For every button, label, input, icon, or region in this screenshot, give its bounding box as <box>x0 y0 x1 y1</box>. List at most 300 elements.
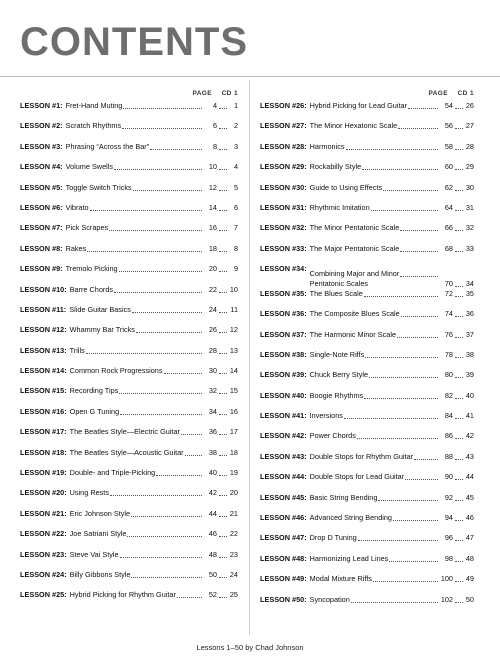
cd-track: 23 <box>229 549 238 559</box>
lesson-title: The Beatles Style—Acoustic Guitar <box>69 447 184 457</box>
page-number: 100 <box>440 574 453 584</box>
toc-entry <box>260 244 474 264</box>
dot-leader <box>131 570 202 578</box>
page-number: 84 <box>444 411 453 421</box>
lesson-title: Open G Tuning <box>69 406 120 416</box>
cd-track: 29 <box>465 162 474 172</box>
dot-leader <box>219 570 227 578</box>
lesson-title: Double- and Triple-Picking <box>69 468 156 478</box>
page-number: 62 <box>444 182 453 192</box>
dot-leader <box>136 325 202 333</box>
page-number: 68 <box>444 243 453 253</box>
dot-leader <box>455 203 463 211</box>
dot-leader <box>219 407 227 415</box>
dot-leader <box>87 244 202 252</box>
lesson-title: Rakes <box>65 243 87 253</box>
dot-leader <box>455 533 463 541</box>
dot-leader <box>455 370 463 378</box>
toc-entry <box>20 162 238 182</box>
cd-track: 42 <box>465 431 474 441</box>
page-number: 52 <box>208 590 217 600</box>
toc-entry <box>260 472 474 492</box>
page-number: 12 <box>208 182 217 192</box>
cd-track: 20 <box>229 488 238 498</box>
toc-entry <box>260 101 474 121</box>
toc-entry <box>20 325 238 345</box>
page-number: 32 <box>208 386 217 396</box>
dot-leader <box>455 330 463 338</box>
cd-track: 46 <box>465 513 474 523</box>
lesson-title: Basic String Bending <box>309 492 378 502</box>
dot-leader <box>110 488 202 496</box>
cd-track: 26 <box>465 101 474 110</box>
cd-track: 33 <box>465 243 474 253</box>
toc-entry <box>20 244 238 264</box>
dot-leader <box>219 183 227 191</box>
page-number: 20 <box>208 264 217 274</box>
lesson-number: LESSON #14: <box>20 366 67 376</box>
page-number: 76 <box>444 329 453 339</box>
cd-column-header: CD 1 <box>221 90 238 97</box>
cd-track: 47 <box>465 533 474 543</box>
toc-entry <box>260 121 474 141</box>
dot-leader <box>164 366 202 374</box>
dot-leader <box>127 529 202 537</box>
dot-leader <box>219 550 227 558</box>
page-column-header: PAGE <box>192 90 212 97</box>
toc-entry <box>260 574 474 594</box>
page-number: 80 <box>444 370 453 380</box>
lesson-number: LESSON #24: <box>20 569 67 579</box>
page-number: 24 <box>208 304 217 314</box>
toc-entry <box>20 509 238 529</box>
page-number: 30 <box>208 366 217 376</box>
dot-leader <box>397 330 438 338</box>
cd-column-header: CD 1 <box>457 90 474 97</box>
toc-entry <box>20 427 238 447</box>
dot-leader <box>365 350 438 358</box>
page-number: 34 <box>208 406 217 416</box>
dot-leader <box>219 101 227 109</box>
dot-leader <box>455 493 463 501</box>
dot-leader <box>90 203 202 211</box>
dot-leader <box>405 472 438 480</box>
page-number: 86 <box>444 431 453 441</box>
lesson-title: The Major Pentatonic Scale <box>309 243 400 253</box>
cd-track: 38 <box>465 349 474 359</box>
lesson-number: LESSON #44: <box>260 472 307 482</box>
page-number: 48 <box>208 549 217 559</box>
page-number: 102 <box>440 594 453 604</box>
lesson-title: Double Stops for Lead Guitar <box>309 472 405 482</box>
lesson-number: LESSON #20: <box>20 488 67 498</box>
dot-leader <box>120 550 202 558</box>
lesson-title: The Composite Blues Scale <box>309 309 400 319</box>
dot-leader <box>156 468 202 476</box>
toc-entry <box>20 121 238 141</box>
dot-leader <box>455 595 463 603</box>
lesson-number: LESSON #2: <box>20 121 63 131</box>
cd-track: 18 <box>229 447 238 457</box>
toc-entry <box>20 142 238 162</box>
dot-leader <box>219 427 227 435</box>
toc-column-left <box>20 90 238 611</box>
lesson-title: Harmonizing Lead Lines <box>309 553 389 563</box>
page-number: 82 <box>444 390 453 400</box>
lesson-number: LESSON #32: <box>260 223 307 233</box>
toc-entry <box>260 330 474 350</box>
cd-track: 3 <box>233 141 238 151</box>
lesson-number: LESSON #10: <box>20 284 67 294</box>
page-number: 90 <box>444 472 453 482</box>
page-number: 60 <box>444 162 453 172</box>
lesson-number: LESSON #18: <box>20 447 67 457</box>
lesson-title: Phrasing “Across the Bar” <box>65 141 150 151</box>
cd-track: 12 <box>229 325 238 335</box>
page-number: 10 <box>208 162 217 172</box>
lesson-number: LESSON #49: <box>260 574 307 584</box>
dot-leader <box>362 162 438 170</box>
dot-leader <box>219 223 227 231</box>
dot-leader <box>455 554 463 562</box>
lesson-number: LESSON #1: <box>20 101 63 110</box>
toc-column-right <box>260 90 474 615</box>
dot-leader <box>414 452 438 460</box>
dot-leader <box>344 411 438 419</box>
cd-track: 32 <box>465 223 474 233</box>
dot-leader <box>119 386 202 394</box>
lesson-title: Whammy Bar Tricks <box>69 325 135 335</box>
page-number: 94 <box>444 513 453 523</box>
lesson-title: Billy Gibbons Style <box>69 569 131 579</box>
cd-track: 13 <box>229 345 238 355</box>
dot-leader <box>400 223 438 231</box>
page-column-header: PAGE <box>428 90 448 97</box>
cd-track: 31 <box>465 202 474 212</box>
dot-leader <box>364 391 438 399</box>
toc-entry <box>20 223 238 243</box>
cd-track: 48 <box>465 553 474 563</box>
toc-entry <box>260 350 474 370</box>
toc-entry <box>20 346 238 366</box>
cd-track: 50 <box>465 594 474 604</box>
toc-entry <box>20 285 238 305</box>
cd-track: 37 <box>465 329 474 339</box>
dot-leader <box>455 411 463 419</box>
lesson-number: LESSON #36: <box>260 309 307 319</box>
dot-leader <box>219 346 227 354</box>
page-number: 28 <box>208 345 217 355</box>
toc-entry <box>260 162 474 182</box>
lesson-title: Toggle Switch Tricks <box>65 182 132 192</box>
column-divider <box>249 80 250 635</box>
lesson-title: Hybrid Picking for Lead Guitar <box>309 101 407 110</box>
lesson-title: Slide Guitar Basics <box>69 304 131 314</box>
lesson-title: Advanced String Bending <box>309 513 392 523</box>
column-header <box>20 90 238 101</box>
toc-entry <box>260 223 474 243</box>
lesson-title: Recording Tips <box>69 386 119 396</box>
cd-track: 2 <box>233 121 238 131</box>
lesson-title: Syncopation <box>309 594 350 604</box>
dot-leader <box>219 244 227 252</box>
dot-leader <box>455 513 463 521</box>
lesson-title: Rhythmic Imitation <box>309 202 370 212</box>
dot-leader <box>400 244 438 252</box>
page-number: 74 <box>444 309 453 319</box>
dot-leader <box>455 101 463 109</box>
dot-leader <box>219 529 227 537</box>
cd-track: 11 <box>230 304 238 314</box>
lesson-number: LESSON #15: <box>20 386 67 396</box>
toc-entry <box>260 370 474 390</box>
lesson-title: Power Chords <box>309 431 356 441</box>
lesson-title: Barre Chords <box>69 284 114 294</box>
lesson-number: LESSON #29: <box>260 162 307 172</box>
dot-leader <box>120 407 202 415</box>
lesson-number: LESSON #40: <box>260 390 307 400</box>
dot-leader <box>408 101 438 109</box>
dot-leader <box>455 289 463 297</box>
lesson-title: Vibrato <box>65 202 89 212</box>
cd-track: 16 <box>229 406 238 416</box>
toc-entry <box>260 289 474 309</box>
dot-leader <box>219 162 227 170</box>
dot-leader <box>398 121 438 129</box>
dot-leader <box>400 269 438 277</box>
lesson-number: LESSON #12: <box>20 325 67 335</box>
dot-leader <box>369 370 438 378</box>
cd-track: 34 <box>465 278 474 288</box>
page-number: 38 <box>208 447 217 457</box>
cd-track: 44 <box>465 472 474 482</box>
dot-leader <box>455 309 463 317</box>
dot-leader <box>119 264 202 272</box>
dot-leader <box>150 142 202 150</box>
lesson-title: The Minor Hexatonic Scale <box>309 121 398 131</box>
lesson-title: The Beatles Style—Electric Guitar <box>69 427 180 437</box>
dot-leader <box>219 590 227 598</box>
lesson-number: LESSON #34: <box>260 264 307 274</box>
lesson-number: LESSON #33: <box>260 243 307 253</box>
lesson-title: Inversions <box>309 411 343 421</box>
lesson-number: LESSON #31: <box>260 202 307 212</box>
lesson-title: Tremolo Picking <box>65 264 118 274</box>
lesson-title: Single-Note Riffs <box>309 349 365 359</box>
page-number: 58 <box>444 141 453 151</box>
dot-leader <box>132 305 202 313</box>
dot-leader <box>219 366 227 374</box>
cd-track: 40 <box>465 390 474 400</box>
toc-entry <box>260 264 474 289</box>
toc-entry <box>260 431 474 451</box>
page-number: 98 <box>444 553 453 563</box>
lesson-title: The Harmonic Minor Scale <box>309 329 397 339</box>
dot-leader <box>455 162 463 170</box>
lesson-number: LESSON #22: <box>20 529 67 539</box>
lesson-title: Drop D Tuning <box>309 533 357 543</box>
dot-leader <box>455 279 463 287</box>
dot-leader <box>371 203 438 211</box>
page-number: 36 <box>208 427 217 437</box>
dot-leader <box>131 509 202 517</box>
cd-track: 8 <box>233 243 238 253</box>
lesson-title: Joe Satriani Style <box>69 529 127 539</box>
page-number: 88 <box>444 451 453 461</box>
cd-track: 9 <box>233 264 238 274</box>
dot-leader <box>455 183 463 191</box>
dot-leader <box>109 223 202 231</box>
dot-leader <box>455 574 463 582</box>
lesson-title: Volume Swells <box>65 162 114 172</box>
page-number: 64 <box>444 202 453 212</box>
page-number: 22 <box>208 284 217 294</box>
page-title: CONTENTS <box>20 20 248 64</box>
lesson-title: Fret-Hand Muting <box>65 101 123 110</box>
toc-entry <box>20 590 238 610</box>
cd-track: 4 <box>233 162 238 172</box>
dot-leader <box>219 121 227 129</box>
dot-leader <box>133 183 202 191</box>
page-number: 50 <box>208 569 217 579</box>
toc-entry <box>260 309 474 329</box>
lesson-title: Pick Scrapes <box>65 223 109 233</box>
cd-track: 41 <box>465 411 474 421</box>
cd-track: 1 <box>233 101 238 110</box>
toc-entry <box>20 203 238 223</box>
dot-leader <box>455 350 463 358</box>
dot-leader <box>401 309 438 317</box>
lesson-title: Steve Vai Style <box>69 549 119 559</box>
cd-track: 6 <box>233 202 238 212</box>
lesson-title: The Minor Pentatonic Scale <box>309 223 400 233</box>
toc-entry <box>260 391 474 411</box>
lesson-number: LESSON #48: <box>260 553 307 563</box>
lesson-number: LESSON #6: <box>20 202 63 212</box>
toc-entry <box>20 101 238 121</box>
dot-leader <box>219 468 227 476</box>
lesson-number: LESSON #30: <box>260 182 307 192</box>
cd-track: 5 <box>233 182 238 192</box>
dot-leader <box>181 427 202 435</box>
lesson-number: LESSON #25: <box>20 590 67 600</box>
toc-entry <box>260 493 474 513</box>
lesson-title-line-2: Pentatonic Scales <box>309 278 369 288</box>
lesson-title: Double Stops for Rhythm Guitar <box>309 451 414 461</box>
toc-entry <box>20 468 238 488</box>
lesson-number: LESSON #9: <box>20 264 63 274</box>
toc-entry <box>20 183 238 203</box>
dot-leader <box>219 203 227 211</box>
page-number: 66 <box>444 223 453 233</box>
cd-track: 7 <box>233 223 238 233</box>
toc-entry <box>260 142 474 162</box>
lesson-title: Modal Mixture Riffs <box>309 574 372 584</box>
lesson-number: LESSON #35: <box>260 288 307 298</box>
cd-track: 36 <box>465 309 474 319</box>
lesson-number: LESSON #13: <box>20 345 67 355</box>
cd-track: 43 <box>465 451 474 461</box>
dot-leader <box>219 142 227 150</box>
lesson-title: Hybrid Picking for Rhythm Guitar <box>69 590 176 600</box>
dot-leader <box>389 554 438 562</box>
lesson-number: LESSON #27: <box>260 121 307 131</box>
lesson-title: Eric Johnson Style <box>69 508 131 518</box>
toc-entry <box>20 488 238 508</box>
dot-leader <box>219 509 227 517</box>
page-number: 8 <box>212 141 217 151</box>
cd-track: 45 <box>465 492 474 502</box>
toc-entry <box>20 407 238 427</box>
toc-entry <box>20 305 238 325</box>
cd-track: 27 <box>465 121 474 131</box>
lesson-number: LESSON #28: <box>260 141 307 151</box>
dot-leader <box>114 162 202 170</box>
toc-entry <box>260 411 474 431</box>
cd-track: 35 <box>465 288 474 298</box>
page-number: 4 <box>212 101 217 110</box>
footer-credit: Lessons 1–50 by Chad Johnson <box>196 643 304 652</box>
lesson-number: LESSON #3: <box>20 141 63 151</box>
dot-leader <box>123 101 202 109</box>
lesson-title: Guide to Using Effects <box>309 182 383 192</box>
cd-track: 30 <box>465 182 474 192</box>
lesson-number: LESSON #37: <box>260 329 307 339</box>
dot-leader <box>86 346 202 354</box>
lesson-number: LESSON #26: <box>260 101 307 110</box>
dot-leader <box>455 472 463 480</box>
lesson-number: LESSON #45: <box>260 492 307 502</box>
cd-track: 49 <box>465 574 474 584</box>
dot-leader <box>393 513 438 521</box>
lesson-title-line-1: Combining Major and Minor <box>309 268 400 278</box>
page-number: 26 <box>208 325 217 335</box>
toc-entry <box>20 529 238 549</box>
cd-track: 17 <box>229 427 238 437</box>
lesson-number: LESSON #39: <box>260 370 307 380</box>
dot-leader <box>455 142 463 150</box>
lesson-number: LESSON #17: <box>20 427 67 437</box>
dot-leader <box>358 533 438 541</box>
dot-leader <box>185 448 202 456</box>
dot-leader <box>346 142 438 150</box>
page-number: 70 <box>444 278 453 288</box>
lesson-number: LESSON #11: <box>20 304 67 314</box>
page-number: 78 <box>444 349 453 359</box>
toc-entry <box>260 452 474 472</box>
page-number: 40 <box>208 468 217 478</box>
lesson-title <box>307 269 400 289</box>
lesson-number: LESSON #47: <box>260 533 307 543</box>
page-number: 14 <box>208 202 217 212</box>
dot-leader <box>219 285 227 293</box>
dot-leader <box>455 391 463 399</box>
dot-leader <box>455 431 463 439</box>
dot-leader <box>219 386 227 394</box>
toc-entry <box>260 533 474 553</box>
dot-leader <box>357 431 438 439</box>
page-number: 44 <box>208 508 217 518</box>
lesson-number: LESSON #4: <box>20 162 63 172</box>
dot-leader <box>219 305 227 313</box>
lesson-title: Scratch Rhythms <box>65 121 122 131</box>
lesson-number: LESSON #41: <box>260 411 307 421</box>
lesson-title: Trills <box>69 345 85 355</box>
dot-leader <box>455 452 463 460</box>
dot-leader <box>219 325 227 333</box>
page-number: 92 <box>444 492 453 502</box>
dot-leader <box>219 448 227 456</box>
